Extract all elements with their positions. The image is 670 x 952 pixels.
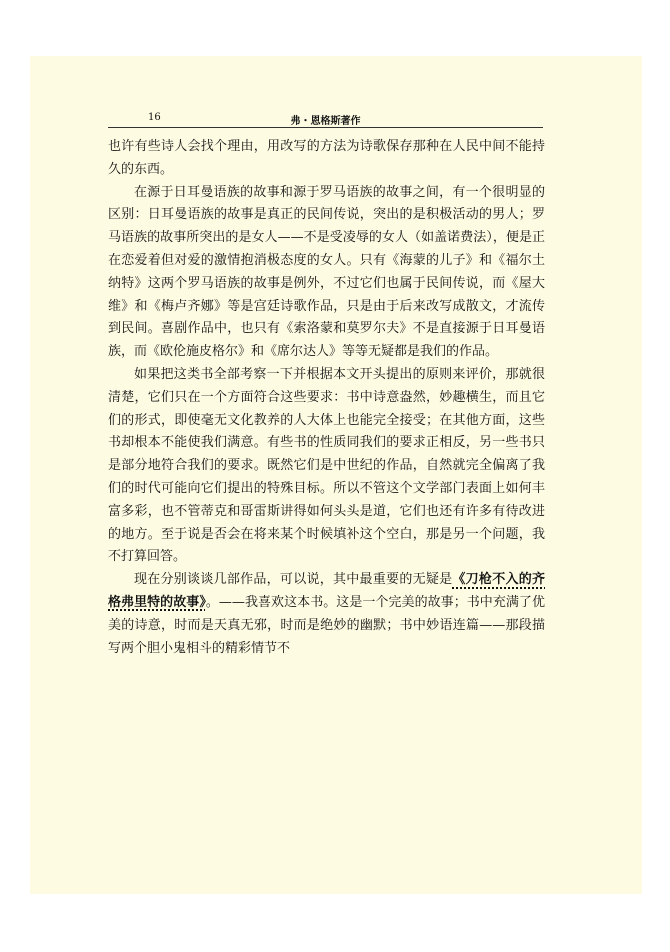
paragraph-continuation: 也许有些诗人会找个理由，用改写的方法为诗歌保存那种在人民中间不能持久的东西。	[108, 139, 545, 177]
page-number: 16	[148, 112, 161, 123]
page-header	[108, 107, 543, 128]
paragraph-romance-germanic: 在源于日耳曼语族的故事和源于罗马语族的故事之间，有一个很明显的区别：日耳曼语族的故事是真正的民间传说，突出的是积极活动的男人；罗马语族的故事所突出的是女人——不是受凌辱的女人（如盖诺费法），便是正在恋爱着但对爱的激情抱消极态度的女人。只有《海蒙的儿子》和《福尔土纳特》这两个罗马语族的故事是例外，不过它们也属于民间传说，而《屋大维》和《梅卢齐娜》等是宫廷诗歌作品，只是由于后来改写成散文，才流传到民间。喜剧作品中，也只有《索洛蒙和莫罗尔夫》不是直接源于日耳曼语族，而《欧伦施皮格尔》和《席尔达人》等等无疑都是我们的作品。	[108, 184, 545, 360]
paragraph-siegfried-intro: 现在分别谈谈几部作品，可以说，其中最重要的无疑是	[134, 572, 453, 588]
paragraph-siegfried-rest: 。——我喜欢这本书。这是一个完美的故事；书中充满了优美的诗意，时而是天真无邪，时而是绝妙的幽默；书中妙语连篇——那段描写两个胆小鬼相斗的精彩情节不	[108, 594, 545, 656]
paragraph-siegfried	[108, 569, 545, 660]
paragraph-evaluation: 如果把这类书全部考察一下并根据本文开头提出的原则来评价，那就很清楚，它们只在一个方面符合这些要求：书中诗意盎然，妙趣横生，而且它们的形式，即使毫无文化教养的人大体上也能完全接受；在其他方面，这些书却根本不能使我们满意。有些书的性质同我们的要求正相反，另一些书只是部分地符合我们的要求。既然它们是中世纪的作品，自然就完全偏离了我们的时代可能向它们提出的特殊目标。所以不管这个文学部门表面上如何丰富多彩，也不管蒂克和哥雷斯讲得如何头头是道，它们也还有许多有待改进的地方。至于说是否会在将来某个时候填补这个空白，那是另一个问题，我不打算回答。	[108, 366, 545, 565]
body-text	[108, 136, 545, 660]
emphasized-book-title: 《刀枪不入的齐格弗里特的故事》	[108, 572, 545, 610]
running-title: 弗・恩格斯著作	[290, 116, 361, 127]
